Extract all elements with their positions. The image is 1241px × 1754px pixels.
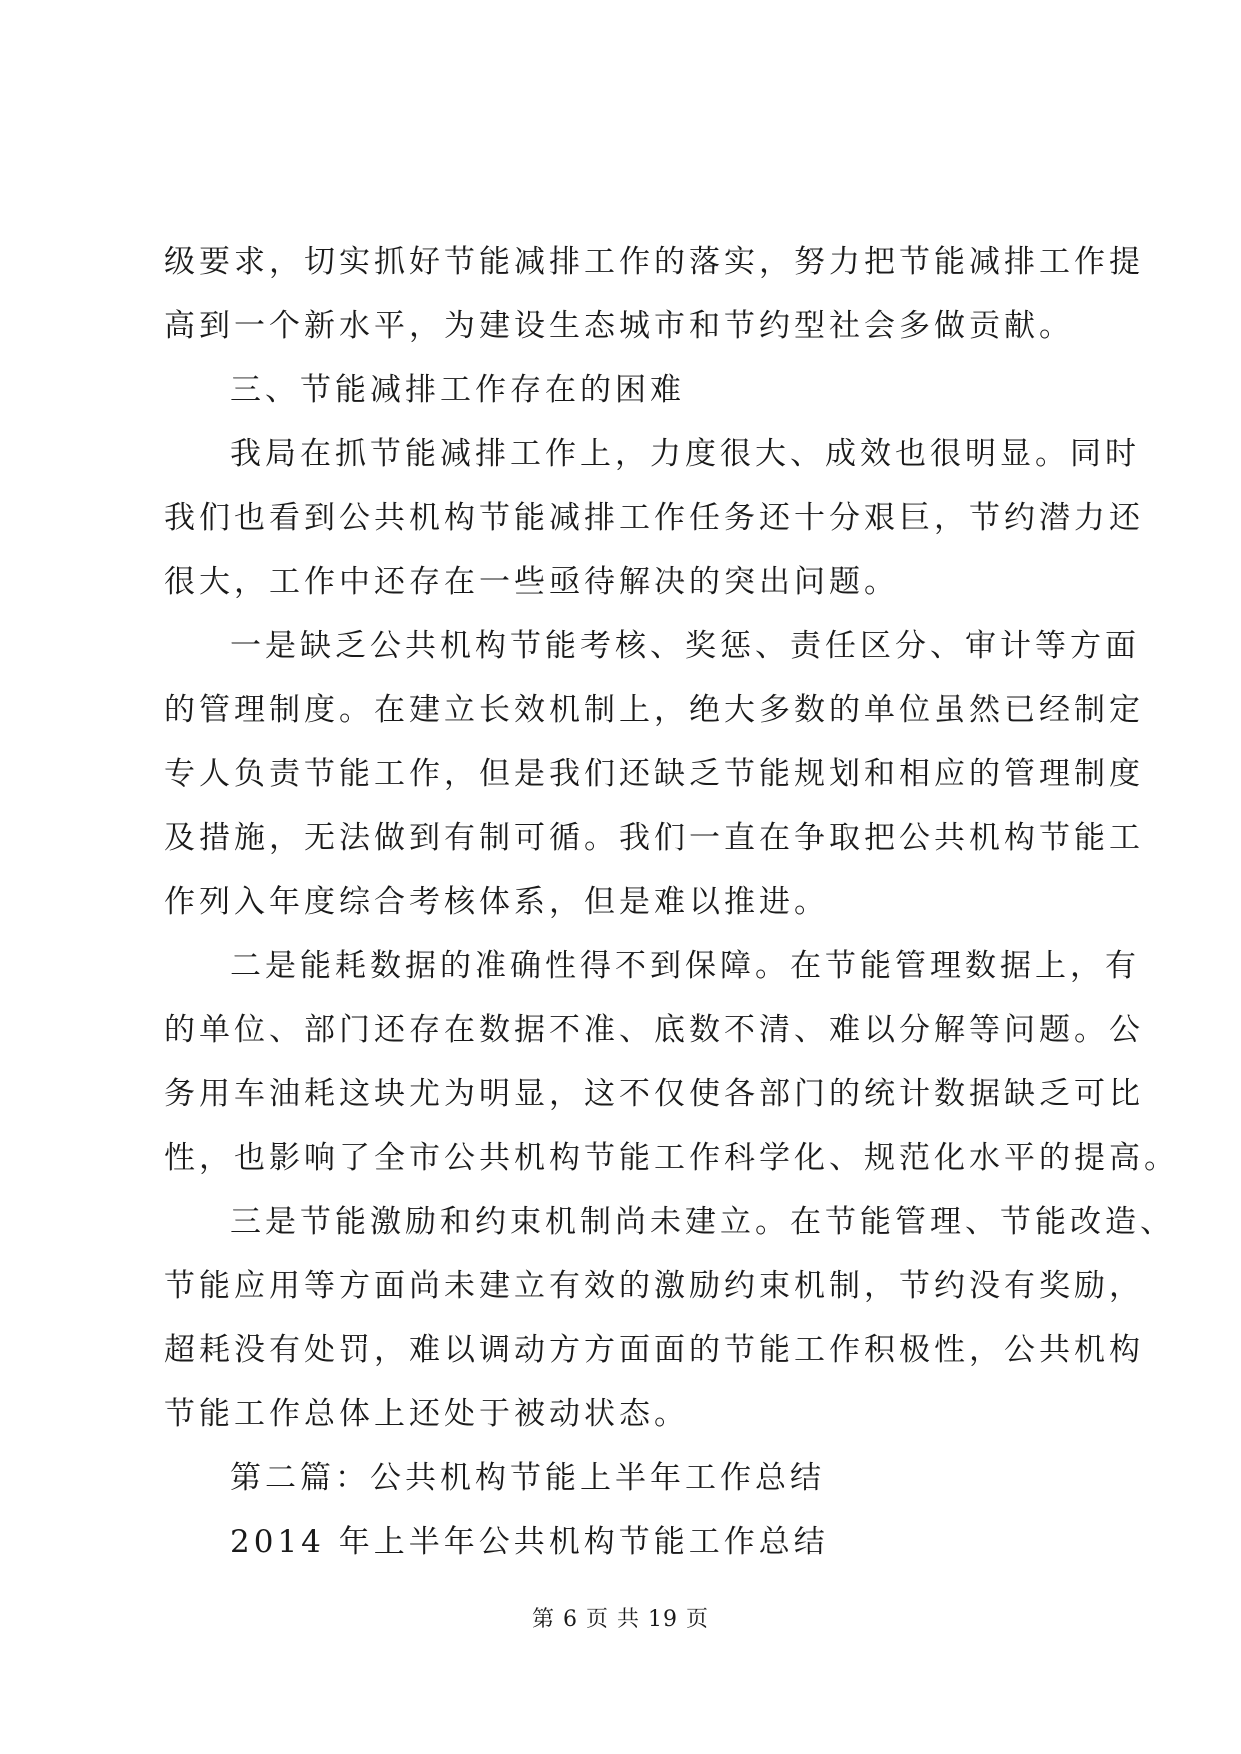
text-line: 性，也影响了全市公共机构节能工作科学化、规范化水平的提高。 bbox=[164, 1140, 1179, 1176]
document-subtitle: 2014 年上半年公共机构节能工作总结 bbox=[230, 1524, 829, 1560]
text-line: 作列入年度综合考核体系，但是难以推进。 bbox=[164, 884, 829, 920]
text-line: 专人负责节能工作，但是我们还缺乏节能规划和相应的管理制度 bbox=[164, 756, 1144, 792]
section-heading: 三、节能减排工作存在的困难 bbox=[230, 372, 685, 408]
document-body bbox=[164, 230, 1179, 1574]
page-number-footer: 第 6 页 共 19 页 bbox=[532, 1607, 709, 1632]
text-line: 我局在抓节能减排工作上，力度很大、成效也很明显。同时 bbox=[230, 436, 1140, 472]
text-line: 我们也看到公共机构节能减排工作任务还十分艰巨，节约潜力还 bbox=[164, 500, 1144, 536]
text-line: 超耗没有处罚，难以调动方方面面的节能工作积极性，公共机构 bbox=[164, 1332, 1144, 1368]
text-line: 及措施，无法做到有制可循。我们一直在争取把公共机构节能工 bbox=[164, 820, 1144, 856]
text-line: 二是能耗数据的准确性得不到保障。在节能管理数据上，有 bbox=[230, 948, 1140, 984]
text-line: 的单位、部门还存在数据不准、底数不清、难以分解等问题。公 bbox=[164, 1012, 1144, 1048]
text-line: 节能应用等方面尚未建立有效的激励约束机制，节约没有奖励， bbox=[164, 1268, 1144, 1304]
text-line: 节能工作总体上还处于被动状态。 bbox=[164, 1396, 689, 1432]
chapter-heading: 第二篇：公共机构节能上半年工作总结 bbox=[230, 1460, 825, 1496]
text-line: 三是节能激励和约束机制尚未建立。在节能管理、节能改造、 bbox=[230, 1204, 1175, 1240]
text-line: 高到一个新水平，为建设生态城市和节约型社会多做贡献。 bbox=[164, 308, 1074, 344]
text-line: 的管理制度。在建立长效机制上，绝大多数的单位虽然已经制定 bbox=[164, 692, 1144, 728]
text-line: 一是缺乏公共机构节能考核、奖惩、责任区分、审计等方面 bbox=[230, 628, 1140, 664]
text-line: 很大，工作中还存在一些亟待解决的突出问题。 bbox=[164, 564, 899, 600]
text-line: 务用车油耗这块尤为明显，这不仅使各部门的统计数据缺乏可比 bbox=[164, 1076, 1144, 1112]
text-line: 级要求，切实抓好节能减排工作的落实，努力把节能减排工作提 bbox=[164, 244, 1144, 280]
